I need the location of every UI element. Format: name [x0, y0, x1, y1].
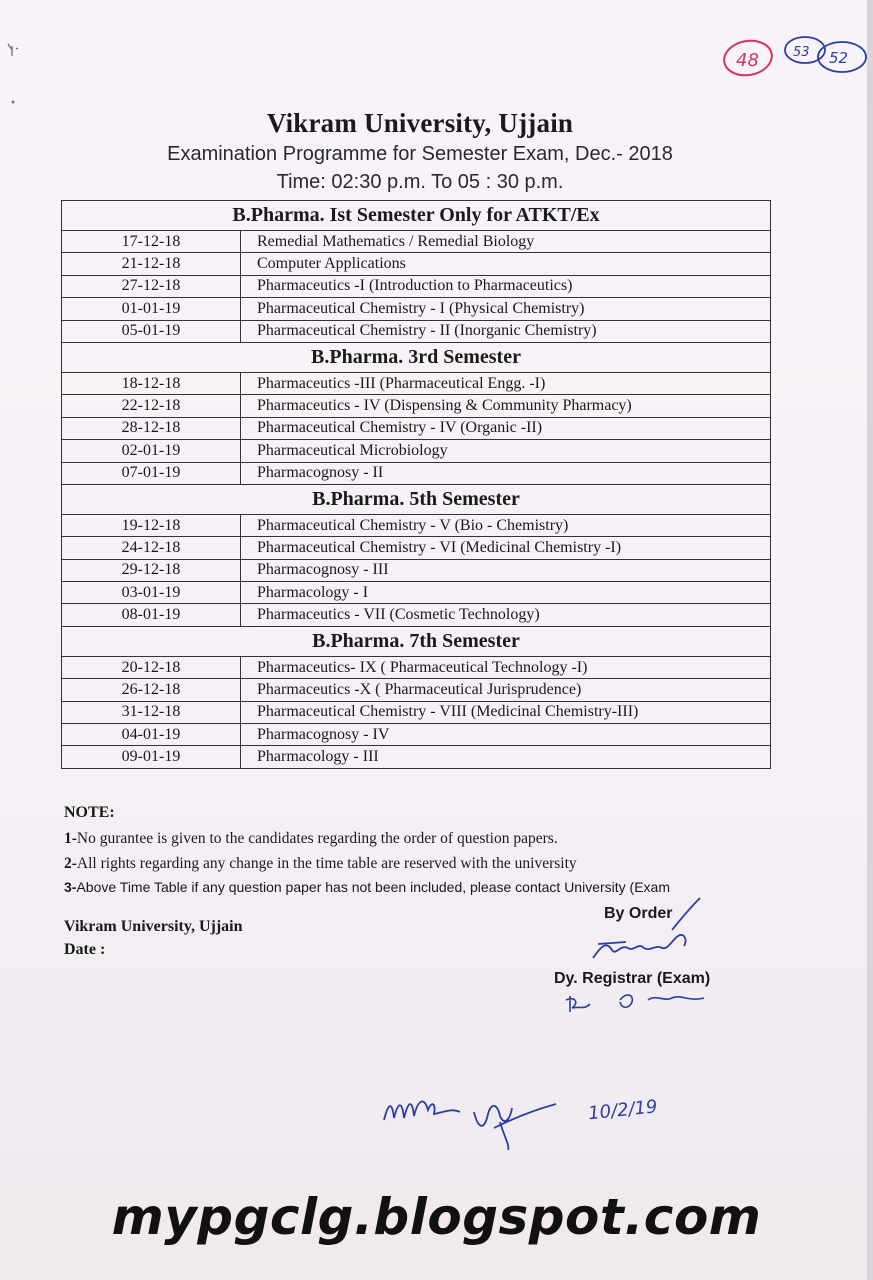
exam-subject: Pharmaceutics -III (Pharmaceutical Engg. -I): [241, 372, 771, 394]
table-row: [62, 582, 771, 604]
table-row: [62, 253, 771, 275]
exam-subject: Pharmaceutical Microbiology: [241, 440, 771, 462]
exam-subject: Pharmaceutical Chemistry - VI (Medicinal Chemistry -I): [241, 537, 771, 559]
note-number: 3-: [64, 879, 77, 895]
note-item: [64, 830, 558, 848]
note-number: 2-: [64, 855, 77, 872]
registrar-signature: [593, 935, 686, 958]
section-heading: B.Pharma. 7th Semester: [62, 626, 771, 656]
table-row: [62, 746, 771, 768]
exam-date: 01-01-19: [62, 298, 241, 320]
exam-date: 26-12-18: [62, 679, 241, 701]
exam-subject: Pharmaceutical Chemistry - I (Physical Chemistry): [241, 298, 771, 320]
table-row: [62, 372, 771, 394]
table-row: [62, 656, 771, 678]
exam-date: 21-12-18: [62, 253, 241, 275]
exam-date: 24-12-18: [62, 537, 241, 559]
registrar-title: Dy. Registrar (Exam): [554, 970, 711, 987]
exam-date: 03-01-19: [62, 582, 241, 604]
table-row: [62, 514, 771, 536]
note-item: [64, 879, 670, 895]
table-row: [62, 440, 771, 462]
table-row: [62, 275, 771, 297]
section-heading-row: [62, 626, 771, 656]
exam-subject: Computer Applications: [241, 253, 771, 275]
exam-subject: Pharmaceutics - VII (Cosmetic Technology): [241, 604, 771, 626]
exam-date: 28-12-18: [62, 417, 241, 439]
exam-subject: Pharmaceutics -I (Introduction to Pharmaceutics): [241, 275, 771, 297]
exam-date: 08-01-19: [62, 604, 241, 626]
exam-subject: Pharmaceutical Chemistry - VIII (Medicinal Chemistry-III): [241, 701, 771, 723]
table-row: [62, 462, 771, 484]
blue-handwritten-number-a: 53: [793, 45, 810, 60]
exam-programme-subtitle: Examination Programme for Semester Exam, Dec.- 2018: [167, 143, 673, 165]
section-heading: B.Pharma. 3rd Semester: [62, 342, 771, 372]
section-heading: B.Pharma. Ist Semester Only for ATKT/Ex: [62, 201, 771, 231]
table-row: [62, 559, 771, 581]
table-row: [62, 320, 771, 342]
exam-time: Time: 02:30 p.m. To 05 : 30 p.m.: [276, 171, 564, 193]
bottom-scribble-1: [384, 1101, 460, 1120]
section-heading-row: [62, 484, 771, 514]
website-watermark: mypgclg.blogspot.com: [111, 1188, 762, 1246]
table-row: [62, 231, 771, 253]
section-heading-row: [62, 201, 771, 231]
bottom-handwritten-date: 10/2/19: [587, 1096, 659, 1125]
exam-date: 09-01-19: [62, 746, 241, 768]
table-row: [62, 417, 771, 439]
exam-date: 18-12-18: [62, 372, 241, 394]
table-row: [62, 724, 771, 746]
exam-date: 17-12-18: [62, 231, 241, 253]
exam-date: 02-01-19: [62, 440, 241, 462]
exam-subject: Pharmacology - I: [241, 582, 771, 604]
note-text: No gurantee is given to the candidates regarding the order of question papers.: [76, 830, 558, 847]
note-number: 1-: [64, 830, 77, 847]
note-item: [64, 855, 577, 873]
exam-date: 22-12-18: [62, 395, 241, 417]
exam-subject: Pharmaceutical Chemistry - IV (Organic -II): [241, 417, 771, 439]
footer-university: Vikram University, Ujjain: [64, 918, 243, 935]
scan-dot: [12, 101, 15, 104]
order-flourish: [672, 898, 700, 930]
exam-subject: Pharmacognosy - III: [241, 559, 771, 581]
exam-date: 07-01-19: [62, 462, 241, 484]
exam-date: 29-12-18: [62, 559, 241, 581]
table-row: [62, 701, 771, 723]
exam-schedule-table: [61, 200, 771, 769]
exam-subject: Pharmacognosy - IV: [241, 724, 771, 746]
exam-subject: Pharmaceutical Chemistry - V (Bio - Chemistry): [241, 514, 771, 536]
bottom-scribble-2: [474, 1104, 556, 1150]
note-text: Above Time Table if any question paper has not been included, please contact University (Exam: [76, 879, 670, 895]
initials-signature: [566, 995, 704, 1012]
table-row: [62, 298, 771, 320]
exam-subject: Pharmaceutics- IX ( Pharmaceutical Technology -I): [241, 656, 771, 678]
red-handwritten-number: 48: [736, 50, 759, 71]
note-heading: NOTE:: [64, 804, 115, 821]
exam-date: 27-12-18: [62, 275, 241, 297]
section-heading: B.Pharma. 5th Semester: [62, 484, 771, 514]
exam-date: 19-12-18: [62, 514, 241, 536]
exam-date: 04-01-19: [62, 724, 241, 746]
exam-subject: Pharmaceutics - IV (Dispensing & Community Pharmacy): [241, 395, 771, 417]
by-order-label: By Order: [604, 905, 673, 922]
table-row: [62, 679, 771, 701]
university-title: Vikram University, Ujjain: [266, 108, 574, 138]
table-row: [62, 604, 771, 626]
blue-handwritten-number-b: 52: [829, 49, 849, 67]
exam-subject: Pharmacology - III: [241, 746, 771, 768]
exam-subject: Pharmaceutics -X ( Pharmaceutical Jurisprudence): [241, 679, 771, 701]
exam-subject: Pharmacognosy - II: [241, 462, 771, 484]
exam-date: 20-12-18: [62, 656, 241, 678]
table-row: [62, 395, 771, 417]
exam-date: 05-01-19: [62, 320, 241, 342]
exam-date: 31-12-18: [62, 701, 241, 723]
footer-date-label: Date :: [64, 941, 106, 958]
scan-speck: [8, 44, 18, 56]
note-text: All rights regarding any change in the time table are reserved with the university: [76, 855, 577, 872]
section-heading-row: [62, 342, 771, 372]
table-row: [62, 537, 771, 559]
exam-subject: Pharmaceutical Chemistry - II (Inorganic Chemistry): [241, 320, 771, 342]
exam-subject: Remedial Mathematics / Remedial Biology: [241, 231, 771, 253]
